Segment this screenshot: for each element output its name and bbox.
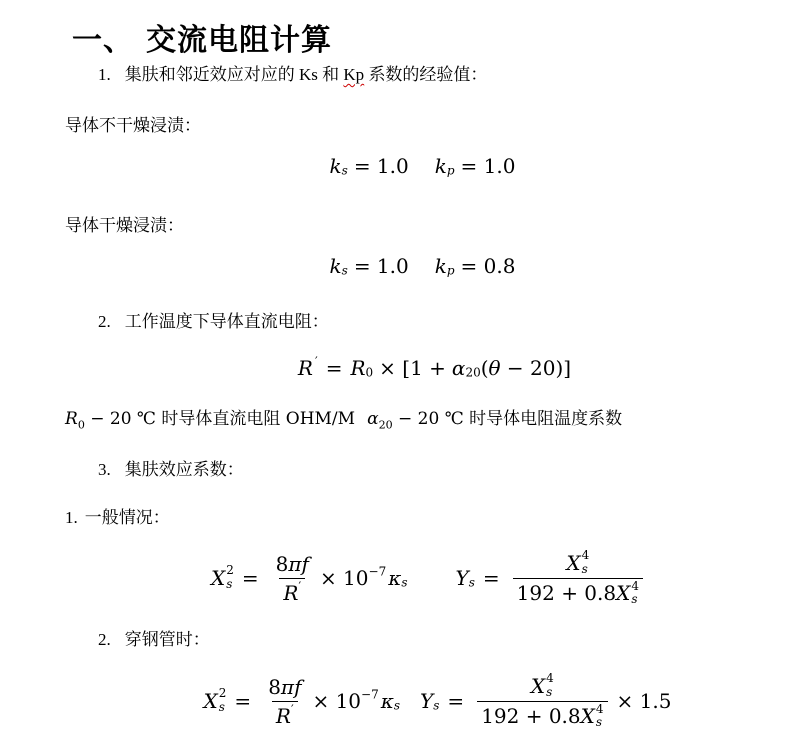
- fraction-numerator: [527, 672, 558, 701]
- math-equals: =: [234, 689, 252, 714]
- math-var-X: X: [203, 689, 218, 714]
- list-number: 3.: [98, 460, 111, 479]
- math-sub-s: s: [631, 592, 638, 607]
- fraction-numerator: [562, 549, 593, 578]
- math-paren: (: [480, 356, 489, 380]
- list-number: 2.: [98, 630, 111, 649]
- math-sub-20: 20: [465, 365, 481, 380]
- math-sup-2: 2: [218, 686, 227, 701]
- para-dried-text: 导体干燥浸渍：: [65, 216, 184, 235]
- math-coef-8: 8: [268, 674, 281, 699]
- math-sub-s: s: [546, 684, 553, 699]
- formula-ks-kp-undried: [36, 153, 809, 179]
- math-scripts: [226, 564, 234, 592]
- formula-dc-resistance: [60, 355, 809, 381]
- math-var-R0: R: [350, 356, 366, 380]
- math-sub-s: s: [581, 561, 588, 576]
- para-r0-definition: [65, 408, 622, 432]
- math-var-Y: Y: [420, 689, 434, 714]
- list-item-2: [98, 311, 329, 332]
- math-fraction: [264, 674, 305, 729]
- math-sub-s: s: [341, 163, 348, 178]
- math-exp-neg7: −7: [361, 687, 379, 702]
- math-times-10: × 10: [312, 689, 362, 714]
- math-den-const: 192 + 0.8: [481, 704, 581, 729]
- formula-ks-kp-dried: [36, 253, 809, 279]
- math-var-k: k: [329, 254, 342, 278]
- math-prime: ′: [314, 354, 318, 369]
- math-sub-s: s: [341, 263, 348, 278]
- math-equals: =: [482, 566, 500, 591]
- fraction-denominator: [513, 578, 643, 608]
- math-equals: =: [447, 689, 465, 714]
- math-factor-1-5: × 1.5: [616, 689, 672, 714]
- list-item-2-text: 工作温度下导体直流电阻：: [124, 312, 329, 331]
- math-var-pif: πf: [288, 551, 309, 576]
- math-sub-s: s: [401, 575, 408, 590]
- math-var-k: k: [329, 154, 342, 178]
- math-var-theta: θ: [488, 356, 501, 380]
- math-value: = 0.8: [460, 254, 516, 278]
- list-number: 2.: [98, 312, 111, 331]
- r0-definition-text: − 20 ℃ 时导体直流电阻: [84, 409, 286, 429]
- math-var-kappa: κ: [380, 689, 394, 714]
- list-number: 1.: [65, 508, 78, 527]
- math-sub-s: s: [468, 575, 475, 590]
- math-sub-s: s: [393, 698, 401, 713]
- math-sup-4: 4: [581, 548, 590, 562]
- math-var-R: R: [283, 580, 299, 605]
- unit-ohm-per-m: OHM/M: [285, 409, 356, 429]
- fraction-denominator: [272, 701, 298, 729]
- math-sup-4: 4: [631, 578, 639, 593]
- math-var-Xs2: [204, 687, 227, 715]
- math-sup-4: 4: [546, 671, 554, 685]
- para-steel-pipe-text: 穿钢管时：: [124, 630, 210, 649]
- math-value: = 1.0: [353, 254, 409, 278]
- math-var-X: X: [211, 566, 226, 591]
- math-var-X: X: [566, 550, 581, 575]
- math-fraction: [272, 551, 313, 606]
- list-item-3: [98, 459, 244, 480]
- math-sup-2: 2: [226, 563, 234, 578]
- math-exp-neg7: −7: [368, 564, 387, 579]
- math-value: = 1.0: [353, 154, 409, 178]
- list-item-1-text-pre: 集肤和邻近效应对应的 Ks 和: [124, 65, 344, 84]
- alpha20-definition-text: − 20 ℃ 时导体电阻温度系数: [392, 409, 623, 429]
- math-sub-20: 20: [378, 418, 393, 432]
- math-equals: =: [241, 566, 259, 591]
- math-sub-s: s: [595, 715, 603, 730]
- math-tail: − 20)]: [500, 356, 572, 380]
- math-var-X: X: [530, 673, 546, 698]
- para-undried-impregnated: [65, 115, 201, 136]
- math-den-const: 192 + 0.8: [516, 581, 617, 606]
- math-var-X: X: [616, 581, 631, 606]
- math-var-R: R: [297, 356, 313, 380]
- math-var-alpha: α: [367, 409, 379, 429]
- fraction-denominator: [477, 701, 607, 731]
- math-var-kappa: κ: [388, 566, 402, 591]
- math-var-R: R: [275, 703, 291, 728]
- misspelled-word-kp: Kp: [343, 65, 365, 84]
- math-sub-0: 0: [365, 365, 374, 380]
- formula-skin-effect-general: [50, 549, 809, 607]
- fraction-numerator: [264, 674, 305, 701]
- list-item-1-text-post: 系数的经验值：: [364, 65, 488, 84]
- list-item-1: [98, 64, 487, 85]
- math-sub-p: p: [446, 263, 455, 278]
- formula-skin-effect-steel-pipe: [66, 672, 809, 730]
- math-var-Xs2: [211, 564, 234, 592]
- math-fraction: [477, 672, 607, 730]
- math-sub-s: s: [218, 700, 225, 715]
- math-var-X: X: [580, 704, 595, 729]
- math-sub-p: p: [446, 163, 455, 178]
- math-times-10: × 10: [319, 566, 369, 591]
- math-var-k: k: [434, 154, 447, 178]
- para-general-case-text: 一般情况：: [84, 508, 170, 527]
- para-undried-text: 导体不干燥浸渍：: [65, 116, 201, 135]
- math-var-alpha: α: [451, 356, 466, 380]
- list-number: 1.: [98, 65, 111, 84]
- list-item-3-text: 集肤效应系数：: [124, 460, 244, 479]
- math-prime: ′: [298, 579, 302, 594]
- fraction-denominator: [279, 578, 305, 606]
- fraction-numerator: [272, 551, 313, 578]
- page-title: [72, 15, 332, 59]
- heading-number: 一、: [72, 24, 134, 57]
- math-prime: ′: [290, 702, 294, 717]
- math-var-Y: Y: [455, 566, 469, 591]
- math-sup-4: 4: [595, 701, 604, 716]
- math-equals: =: [325, 356, 343, 380]
- para-dried-impregnated: [65, 215, 184, 236]
- math-value: = 1.0: [460, 154, 516, 178]
- math-var-pif: πf: [280, 674, 302, 699]
- math-sub-s: s: [433, 698, 440, 713]
- para-general-case: [65, 507, 170, 528]
- math-fraction: [513, 549, 643, 607]
- math-operator: × [1 +: [379, 356, 446, 380]
- math-sub-0: 0: [77, 418, 85, 432]
- para-steel-pipe: [98, 629, 210, 650]
- heading-text: 交流电阻计算: [146, 24, 332, 57]
- math-scripts: [219, 687, 227, 715]
- math-var-k: k: [434, 254, 447, 278]
- math-coef-8: 8: [275, 551, 289, 576]
- math-var-R: R: [65, 409, 78, 429]
- math-sub-s: s: [226, 577, 233, 592]
